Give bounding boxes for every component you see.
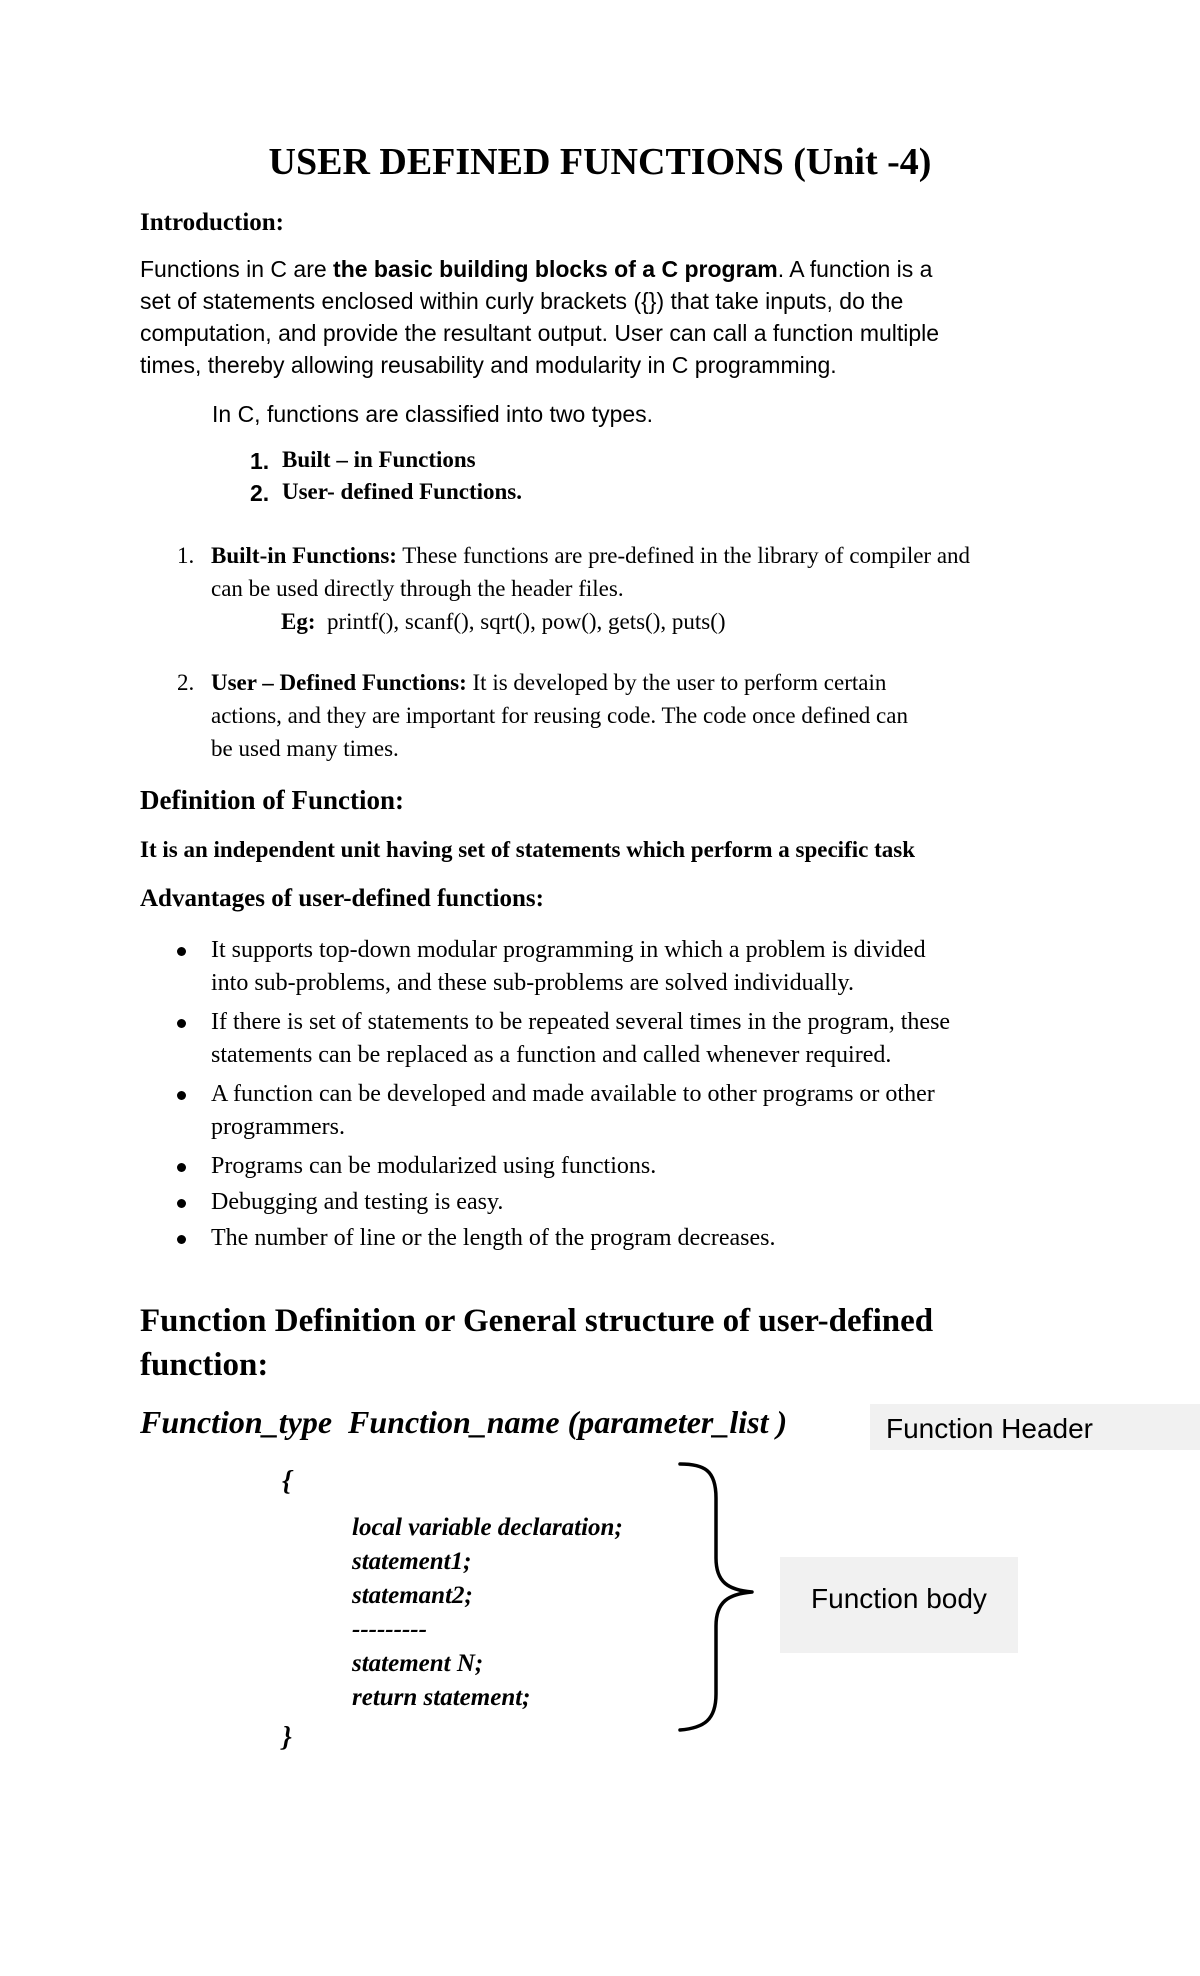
intro-line: computation, and provide the resultant output. User can call a function multiple xyxy=(140,320,940,346)
advantage-item: The number of line or the length of the program decreases. xyxy=(211,1222,775,1255)
bullet-icon xyxy=(177,1163,186,1172)
function-header-label: Function Header xyxy=(870,1404,1200,1450)
advantage-item: A function can be developed and made available to other programs or other programmers. xyxy=(211,1078,935,1144)
eg-label: Eg: xyxy=(281,609,316,634)
open-brace: { xyxy=(282,1466,292,1497)
advantage-item: Programs can be modularized using functions. xyxy=(211,1150,656,1183)
code-line: statement N; xyxy=(352,1650,484,1677)
code-line: statement1; xyxy=(352,1548,472,1575)
page-title: USER DEFINED FUNCTIONS (Unit -4) xyxy=(268,141,932,183)
bullet-icon xyxy=(177,1199,186,1208)
definition-heading: Definition of Function: xyxy=(140,785,405,815)
structure-heading: Function Definition or General structure of user-defined xyxy=(140,1303,934,1339)
code-line: return statement; xyxy=(352,1684,531,1711)
code-line: statemant2; xyxy=(352,1582,473,1609)
introduction-heading: Introduction: xyxy=(140,209,285,236)
advantage-item: Debugging and testing is easy. xyxy=(211,1186,503,1219)
user-defined-functions-paragraph: 2. User – Defined Functions: It is developed by the user to perform certain actions, and they are important for reusing code. The code once defined can be used many times. xyxy=(177,670,908,761)
function-body-label: Function body xyxy=(780,1557,1018,1653)
bullet-icon xyxy=(177,1019,186,1028)
structure-heading-cont: function: xyxy=(140,1347,269,1383)
close-brace: } xyxy=(282,1722,292,1753)
builtin-functions-paragraph: 1. Built-in Functions: These functions are pre-defined in the library of compiler and can be used directly through the header files. Eg: printf(), scanf(), sqrt(), pow(), gets(), puts() xyxy=(177,543,971,634)
intro-line: set of statements enclosed within curly brackets ({}) that take inputs, do the xyxy=(140,288,904,314)
definition-text: It is an independent unit having set of statements which perform a specific task xyxy=(140,837,915,862)
curly-brace-icon xyxy=(676,1458,756,1738)
types-list-item: 2. User- defined Functions. xyxy=(250,479,523,506)
advantage-item: If there is set of statements to be repeated several times in the program, these statements can be replaced as a function and called whenever required. xyxy=(211,1006,950,1072)
bullet-icon xyxy=(177,947,186,956)
intro-bold-phrase: the basic building blocks of a C program xyxy=(333,256,778,282)
intro-line: times, thereby allowing reusability and modularity in C programming. xyxy=(140,352,837,378)
user-defined-term: User – Defined Functions: xyxy=(211,670,467,695)
advantage-item: It supports top-down modular programming in which a problem is divided into sub-problems, and these sub-problems are solved individually. xyxy=(211,934,926,1000)
function-prototype: Function_type Function_name (parameter_list ) xyxy=(140,1404,788,1440)
types-intro: In C, functions are classified into two types. xyxy=(212,401,654,427)
types-list-item: 1. Built – in Functions xyxy=(250,447,476,474)
bullet-icon xyxy=(177,1235,186,1244)
bullet-icon xyxy=(177,1091,186,1100)
advantages-heading: Advantages of user-defined functions: xyxy=(140,885,544,912)
code-line: local variable declaration; xyxy=(352,1514,623,1541)
code-line: --------- xyxy=(352,1616,427,1643)
builtin-term: Built-in Functions: xyxy=(211,543,397,568)
intro-line: Functions in C are the basic building blocks of a C program. A function is a xyxy=(140,256,933,282)
